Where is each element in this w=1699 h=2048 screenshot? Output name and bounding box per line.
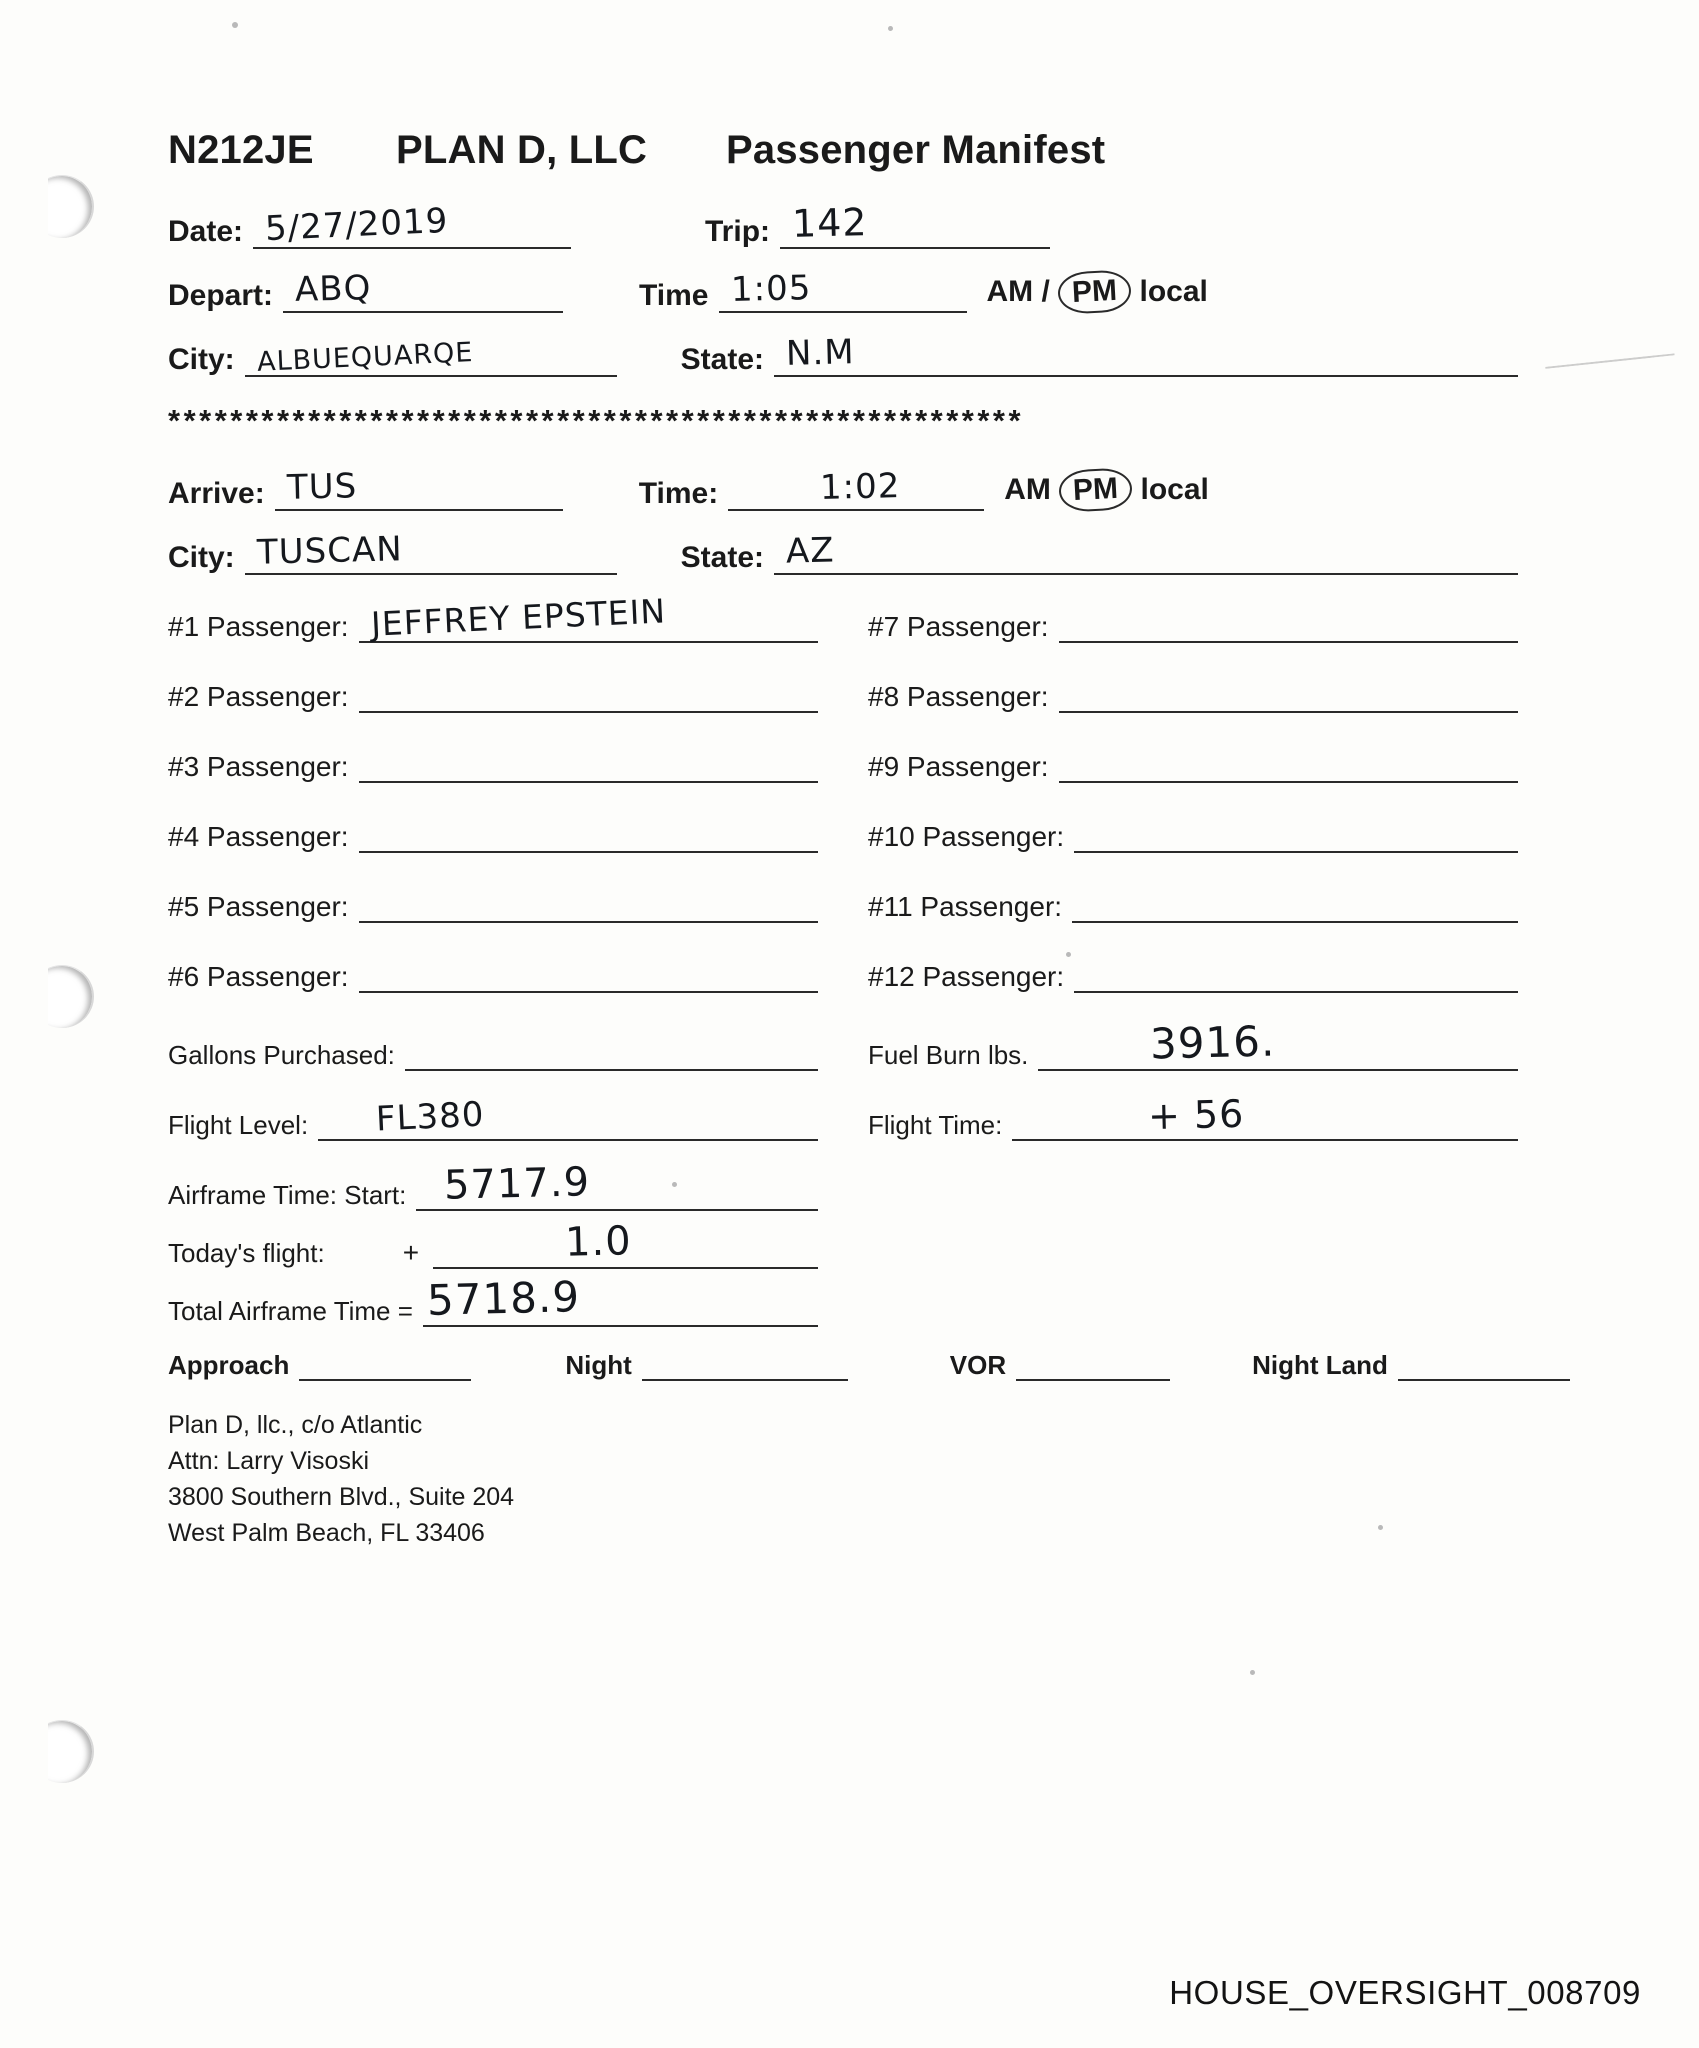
flight-time-row: [868, 1091, 1528, 1141]
passenger-field[interactable]: [359, 591, 818, 644]
passenger-label: #8 Passenger:: [868, 681, 1049, 712]
depart-city-row: [168, 332, 1528, 378]
approach-field[interactable]: [299, 1345, 471, 1381]
gallons-label: Gallons Purchased:: [168, 1040, 395, 1070]
passenger-field[interactable]: [359, 675, 818, 713]
depart-local-label: local: [1131, 275, 1208, 308]
night-group: [565, 1345, 857, 1381]
passenger-field[interactable]: [1074, 955, 1518, 993]
passenger-value: JEFFREY EPSTEIN: [369, 591, 667, 644]
arrive-state-field[interactable]: [774, 530, 1518, 575]
arrive-am-label: AM: [1004, 473, 1060, 506]
passenger-label: #6 Passenger:: [168, 961, 349, 992]
passenger-field[interactable]: [359, 955, 818, 993]
night-land-field[interactable]: [1398, 1345, 1570, 1381]
arrive-time-label: Time:: [638, 477, 719, 510]
approach-label: Approach: [168, 1350, 290, 1380]
trip-value: 142: [791, 200, 869, 246]
depart-value: ABQ: [294, 268, 372, 310]
passenger-label: #1 Passenger:: [168, 611, 349, 642]
night-land-label: Night Land: [1252, 1350, 1388, 1380]
depart-ampm-toggle[interactable]: [987, 271, 1208, 313]
list-item: [168, 745, 828, 783]
flight-level-field[interactable]: [318, 1094, 818, 1141]
flight-time-field[interactable]: [1012, 1091, 1518, 1141]
todays-flight-plus: +: [402, 1237, 420, 1268]
passenger-field[interactable]: [1074, 815, 1518, 853]
passenger-label: #4 Passenger:: [168, 821, 349, 852]
list-item: [868, 605, 1528, 643]
list-item: [868, 885, 1528, 923]
vor-field[interactable]: [1016, 1345, 1170, 1381]
passenger-field[interactable]: [359, 745, 818, 783]
todays-flight-label: Today's flight:: [168, 1238, 325, 1268]
arrive-city-row: [168, 529, 1528, 575]
passenger-label: #10 Passenger:: [868, 821, 1065, 852]
flight-time-value: + 56: [1147, 1091, 1246, 1139]
address-line-4: West Palm Beach, FL 33406: [168, 1519, 485, 1547]
total-airframe-field[interactable]: [423, 1272, 818, 1327]
company-name: PLAN D, LLC: [396, 128, 648, 172]
bates-stamp: HOUSE_OVERSIGHT_008709: [1169, 1974, 1641, 2011]
passenger-manifest-form: [168, 128, 1528, 1551]
passenger-field[interactable]: [359, 885, 818, 923]
fuel-burn-label: Fuel Burn lbs.: [868, 1040, 1029, 1070]
scan-speck: [1250, 1670, 1255, 1675]
todays-flight-field[interactable]: [433, 1218, 818, 1269]
passenger-label: #3 Passenger:: [168, 751, 349, 782]
total-airframe-label: Total Airframe Time =: [168, 1296, 413, 1326]
approach-row: [168, 1345, 1528, 1381]
address-line-1: Plan D, llc., c/o Atlantic: [168, 1411, 423, 1439]
arrive-value: TUS: [286, 466, 358, 508]
address-line-2: Attn: Larry Visoski: [168, 1447, 370, 1475]
list-item: [168, 675, 828, 713]
date-field[interactable]: [253, 200, 571, 250]
depart-city-label: City:: [168, 343, 235, 376]
date-label: Date:: [168, 215, 244, 248]
gallons-field[interactable]: [405, 1031, 818, 1071]
address-line-3: 3800 Southern Blvd., Suite 204: [168, 1483, 515, 1511]
list-item: [868, 815, 1528, 853]
scan-speck: [232, 22, 238, 28]
flight-level-label: Flight Level:: [168, 1110, 309, 1140]
fuel-burn-value: 3916.: [1149, 1016, 1277, 1069]
airframe-section: [168, 1159, 828, 1327]
airframe-start-value: 5717.9: [443, 1159, 591, 1209]
depart-city-value: ALBUEQUARQE: [256, 337, 474, 378]
vor-group: [950, 1345, 1180, 1381]
passenger-label: #5 Passenger:: [168, 891, 349, 922]
todays-flight-value: 1.0: [564, 1218, 633, 1266]
night-label: Night: [565, 1350, 632, 1380]
section-divider: *******************************************************: [168, 403, 1025, 438]
depart-field[interactable]: [283, 268, 563, 313]
depart-state-field[interactable]: [774, 332, 1518, 377]
list-item: [168, 815, 828, 853]
arrive-label: Arrive:: [168, 477, 265, 510]
fuel-burn-row: [868, 1016, 1528, 1071]
page-title: Passenger Manifest: [726, 128, 1106, 172]
list-item: [868, 675, 1528, 713]
depart-label: Depart:: [168, 279, 274, 312]
depart-time-label: Time: [639, 279, 709, 312]
list-item: [168, 591, 828, 644]
airframe-start-label: Airframe Time: Start:: [168, 1180, 407, 1210]
depart-time-value: 1:05: [730, 268, 812, 310]
passenger-field[interactable]: [1059, 745, 1518, 783]
todays-flight-row: [168, 1218, 828, 1269]
passenger-label: #12 Passenger:: [868, 961, 1065, 992]
arrive-state-value: AZ: [785, 530, 836, 572]
total-airframe-value: 5718.9: [426, 1272, 581, 1325]
flight-time-label: Flight Time:: [868, 1110, 1003, 1140]
arrive-city-field[interactable]: [245, 529, 617, 575]
airframe-start-row: [168, 1159, 828, 1211]
depart-am-label: AM /: [986, 275, 1059, 308]
trip-label: Trip:: [705, 215, 771, 248]
arrive-ampm-toggle[interactable]: [1004, 469, 1209, 511]
airframe-start-field[interactable]: [416, 1159, 818, 1211]
arrive-pm-selected: PM: [1058, 467, 1133, 513]
passenger-column-right: [868, 605, 1528, 1025]
arrive-local-label: local: [1132, 473, 1209, 506]
mailing-address: [168, 1407, 1528, 1551]
depart-pm-selected: PM: [1057, 269, 1132, 315]
binder-hole-icon: [30, 965, 94, 1028]
fuel-burn-field[interactable]: [1038, 1016, 1518, 1071]
passenger-label: #11 Passenger:: [868, 891, 1063, 922]
passenger-field[interactable]: [1059, 675, 1518, 713]
night-land-group: [1252, 1345, 1580, 1381]
binder-hole-icon: [30, 175, 94, 238]
date-trip-row: [168, 200, 1528, 250]
passenger-column-left: [168, 591, 828, 1025]
form-header: [168, 128, 1528, 173]
list-item: [168, 955, 828, 993]
list-item: [868, 745, 1528, 783]
flight-level-value: FL380: [375, 1094, 486, 1140]
arrive-city-label: City:: [168, 541, 235, 574]
depart-row: [168, 268, 1528, 313]
fuel-right-column: [868, 1016, 1528, 1171]
passenger-field[interactable]: [1059, 605, 1518, 643]
fuel-left-column: [168, 1031, 828, 1171]
depart-state-label: State:: [680, 343, 765, 376]
vor-label: VOR: [949, 1350, 1007, 1380]
list-item: [868, 955, 1528, 993]
passenger-label: #2 Passenger:: [168, 681, 349, 712]
night-field[interactable]: [642, 1345, 848, 1381]
date-value: 5/27/2019: [264, 200, 450, 250]
approach-group: [168, 1345, 481, 1381]
passenger-field[interactable]: [359, 815, 818, 853]
trip-field[interactable]: [780, 200, 1050, 249]
passenger-list: [168, 591, 1528, 1025]
arrive-state-label: State:: [680, 541, 765, 574]
passenger-field[interactable]: [1072, 885, 1518, 923]
arrive-field[interactable]: [275, 466, 563, 511]
total-airframe-row: [168, 1272, 828, 1327]
flight-level-row: [168, 1094, 828, 1141]
arrive-city-value: TUSCAN: [256, 529, 403, 573]
passenger-label: #7 Passenger:: [868, 611, 1049, 642]
depart-time-field[interactable]: [719, 268, 967, 313]
arrive-time-field[interactable]: [728, 466, 984, 511]
binder-hole-icon: [30, 1720, 94, 1783]
depart-state-value: N.M: [785, 332, 856, 374]
arrive-time-value: 1:02: [819, 466, 902, 508]
passenger-label: #9 Passenger:: [868, 751, 1049, 782]
page-curl-mark: [1545, 353, 1679, 408]
depart-city-field[interactable]: [245, 335, 617, 377]
arrive-row: [168, 466, 1528, 511]
tail-number: N212JE: [168, 128, 314, 172]
gallons-row: [168, 1031, 828, 1071]
scan-speck: [888, 26, 893, 31]
list-item: [168, 885, 828, 923]
fuel-section: [168, 1016, 1528, 1171]
